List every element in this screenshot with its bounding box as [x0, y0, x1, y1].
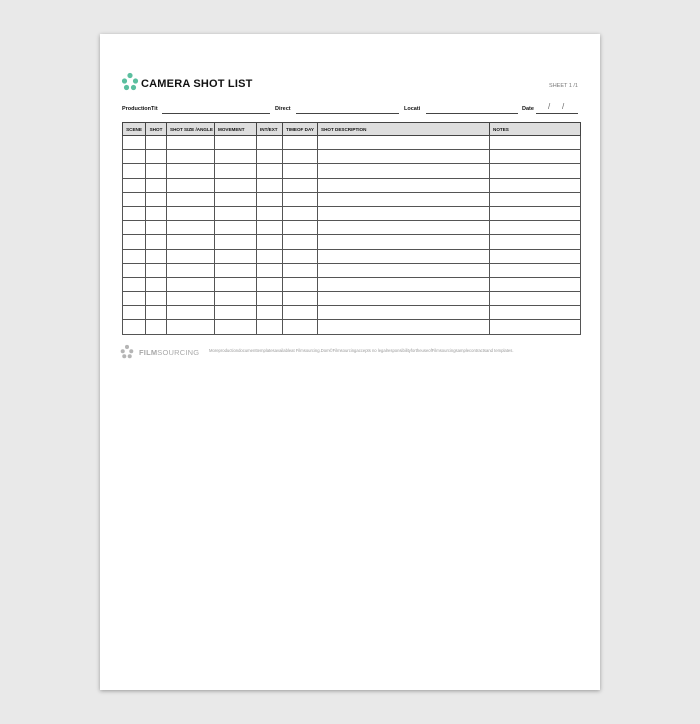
location-field[interactable]	[426, 113, 518, 114]
table-cell[interactable]	[146, 263, 167, 277]
table-row	[123, 221, 581, 235]
film-sourcing-wordmark	[139, 348, 199, 357]
date-label: Date	[522, 106, 534, 112]
table-cell[interactable]	[167, 206, 215, 220]
table-row	[123, 320, 581, 334]
table-cell[interactable]	[318, 292, 490, 306]
table-cell[interactable]	[146, 320, 167, 334]
table-cell[interactable]	[283, 206, 318, 220]
table-cell[interactable]	[123, 235, 146, 249]
date-separator: /	[562, 102, 565, 111]
table-cell[interactable]	[146, 164, 167, 178]
table-cell[interactable]	[215, 192, 257, 206]
table-cell[interactable]	[123, 306, 146, 320]
table-cell[interactable]	[146, 221, 167, 235]
table-cell[interactable]	[123, 320, 146, 334]
table-cell[interactable]	[123, 136, 146, 150]
column-header-shot-description: SHOT DESCRIPTION	[318, 123, 490, 136]
table-cell[interactable]	[490, 178, 581, 192]
table-cell[interactable]	[283, 136, 318, 150]
column-header-scene: SCENE	[123, 123, 146, 136]
table-cell[interactable]	[318, 320, 490, 334]
table-row	[123, 292, 581, 306]
table-cell[interactable]	[490, 136, 581, 150]
table-cell[interactable]	[490, 263, 581, 277]
table-cell[interactable]	[283, 178, 318, 192]
column-header-movement: MOVEMENT	[215, 123, 257, 136]
table-row	[123, 192, 581, 206]
table-cell[interactable]	[490, 206, 581, 220]
production-title-label: ProductionTit	[122, 106, 158, 112]
table-cell[interactable]	[167, 277, 215, 291]
table-cell[interactable]	[146, 136, 167, 150]
table-cell[interactable]	[318, 192, 490, 206]
table-cell[interactable]	[167, 178, 215, 192]
table-cell[interactable]	[318, 235, 490, 249]
table-cell[interactable]	[146, 306, 167, 320]
table-cell[interactable]	[167, 192, 215, 206]
production-title-field[interactable]	[162, 113, 270, 114]
table-cell[interactable]	[215, 164, 257, 178]
table-cell[interactable]	[167, 136, 215, 150]
table-cell[interactable]	[123, 178, 146, 192]
column-header-shot: SHOT	[146, 123, 167, 136]
table-cell[interactable]	[257, 150, 283, 164]
column-header-shot-size-angle: SHOT SIZE /ANGLE	[167, 123, 215, 136]
table-cell[interactable]	[257, 306, 283, 320]
table-cell[interactable]	[167, 306, 215, 320]
column-header-int-ext: INT/EXT	[257, 123, 283, 136]
table-cell[interactable]	[490, 235, 581, 249]
column-header-time-of-day: TIMEOF DAY	[283, 123, 318, 136]
table-header-row	[123, 123, 581, 136]
table-row	[123, 150, 581, 164]
table-cell[interactable]	[167, 320, 215, 334]
table-row	[123, 136, 581, 150]
table-cell[interactable]	[490, 249, 581, 263]
table-cell[interactable]	[490, 221, 581, 235]
table-cell[interactable]	[146, 292, 167, 306]
table-cell[interactable]	[215, 136, 257, 150]
director-field[interactable]	[296, 113, 399, 114]
table-cell[interactable]	[215, 235, 257, 249]
table-cell[interactable]	[283, 320, 318, 334]
table-cell[interactable]	[123, 221, 146, 235]
table-cell[interactable]	[490, 292, 581, 306]
table-cell[interactable]	[283, 249, 318, 263]
table-cell[interactable]	[283, 292, 318, 306]
document-title: CAMERA SHOT LIST	[141, 78, 253, 90]
document-page	[100, 34, 600, 690]
shot-list-body	[123, 136, 581, 335]
table-cell[interactable]	[215, 320, 257, 334]
table-row	[123, 263, 581, 277]
table-cell[interactable]	[283, 150, 318, 164]
table-cell[interactable]	[283, 306, 318, 320]
table-cell[interactable]	[257, 249, 283, 263]
table-cell[interactable]	[167, 263, 215, 277]
table-cell[interactable]	[257, 263, 283, 277]
footer-disclaimer: Moreproductiondocumenttemplatesavailableat Filmsourcing.Dom©Filmsourcingaccepts no legalresponsibilityfortheuseofFilmsourcingsamplecontractsand templates.	[209, 348, 514, 353]
table-cell[interactable]	[123, 206, 146, 220]
table-cell[interactable]	[257, 277, 283, 291]
table-cell[interactable]	[167, 221, 215, 235]
table-cell[interactable]	[257, 192, 283, 206]
table-cell[interactable]	[123, 249, 146, 263]
table-cell[interactable]	[146, 178, 167, 192]
wordmark-thin: SOURCING	[157, 348, 200, 357]
table-cell[interactable]	[283, 221, 318, 235]
table-cell[interactable]	[318, 306, 490, 320]
table-cell[interactable]	[318, 178, 490, 192]
wordmark-bold: FILM	[139, 348, 158, 357]
table-cell[interactable]	[167, 249, 215, 263]
table-row	[123, 249, 581, 263]
table-row	[123, 306, 581, 320]
sheet-number: SHEET 1 /1	[549, 83, 578, 89]
table-cell[interactable]	[318, 136, 490, 150]
table-cell[interactable]	[257, 292, 283, 306]
table-cell[interactable]	[123, 292, 146, 306]
table-cell[interactable]	[257, 164, 283, 178]
table-cell[interactable]	[123, 192, 146, 206]
table-row	[123, 277, 581, 291]
table-cell[interactable]	[490, 277, 581, 291]
shot-list-table	[122, 122, 581, 335]
table-cell[interactable]	[215, 206, 257, 220]
film-sourcing-footer-logo-icon	[120, 344, 134, 360]
table-cell[interactable]	[215, 277, 257, 291]
table-cell[interactable]	[318, 277, 490, 291]
table-cell[interactable]	[318, 263, 490, 277]
column-header-notes: NOTES	[490, 123, 581, 136]
table-cell[interactable]	[257, 235, 283, 249]
table-cell[interactable]	[215, 292, 257, 306]
table-cell[interactable]	[318, 249, 490, 263]
director-label: Direct	[275, 106, 291, 112]
table-row	[123, 235, 581, 249]
table-cell[interactable]	[283, 164, 318, 178]
table-cell[interactable]	[318, 221, 490, 235]
table-cell[interactable]	[123, 150, 146, 164]
film-sourcing-logo-icon	[121, 72, 139, 92]
table-cell[interactable]	[215, 249, 257, 263]
table-cell[interactable]	[283, 235, 318, 249]
table-cell[interactable]	[490, 320, 581, 334]
table-cell[interactable]	[146, 249, 167, 263]
table-cell[interactable]	[283, 192, 318, 206]
date-field[interactable]	[536, 113, 578, 114]
table-cell[interactable]	[490, 164, 581, 178]
table-cell[interactable]	[215, 263, 257, 277]
table-cell[interactable]	[146, 206, 167, 220]
table-cell[interactable]	[146, 277, 167, 291]
table-cell[interactable]	[257, 178, 283, 192]
table-cell[interactable]	[215, 306, 257, 320]
table-cell[interactable]	[146, 192, 167, 206]
table-row	[123, 206, 581, 220]
table-cell[interactable]	[318, 150, 490, 164]
table-cell[interactable]	[490, 150, 581, 164]
table-cell[interactable]	[167, 164, 215, 178]
table-cell[interactable]	[490, 306, 581, 320]
table-cell[interactable]	[490, 192, 581, 206]
table-cell[interactable]	[146, 235, 167, 249]
table-cell[interactable]	[123, 263, 146, 277]
table-cell[interactable]	[283, 277, 318, 291]
table-cell[interactable]	[146, 150, 167, 164]
table-cell[interactable]	[215, 221, 257, 235]
table-cell[interactable]	[257, 206, 283, 220]
table-cell[interactable]	[318, 206, 490, 220]
table-cell[interactable]	[257, 320, 283, 334]
table-cell[interactable]	[283, 263, 318, 277]
table-cell[interactable]	[123, 277, 146, 291]
table-cell[interactable]	[257, 136, 283, 150]
table-cell[interactable]	[167, 150, 215, 164]
table-cell[interactable]	[215, 178, 257, 192]
table-cell[interactable]	[215, 150, 257, 164]
table-cell[interactable]	[318, 164, 490, 178]
table-cell[interactable]	[257, 221, 283, 235]
date-separator: /	[548, 102, 551, 111]
table-cell[interactable]	[123, 164, 146, 178]
table-cell[interactable]	[167, 235, 215, 249]
table-row	[123, 178, 581, 192]
table-row	[123, 164, 581, 178]
table-cell[interactable]	[167, 292, 215, 306]
location-label: Locati	[404, 106, 421, 112]
